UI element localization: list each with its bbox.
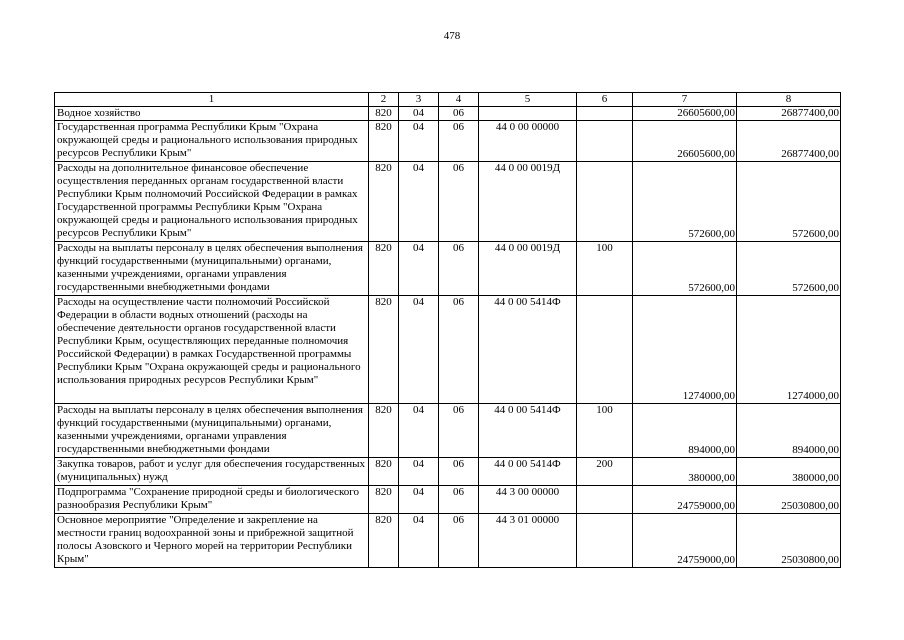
cell-amount-year2: 26877400,00 bbox=[737, 121, 841, 162]
column-header: 4 bbox=[439, 93, 479, 107]
cell-subsection: 06 bbox=[439, 404, 479, 458]
cell-ministry: 820 bbox=[369, 242, 399, 296]
cell-section: 04 bbox=[399, 404, 439, 458]
table-row bbox=[55, 107, 841, 121]
cell-amount-year1: 380000,00 bbox=[633, 458, 737, 486]
cell-amount-year2: 25030800,00 bbox=[737, 514, 841, 568]
cell-amount-year1: 26605600,00 bbox=[633, 107, 737, 121]
cell-expense-type bbox=[577, 296, 633, 404]
cell-subsection: 06 bbox=[439, 121, 479, 162]
column-header: 5 bbox=[479, 93, 577, 107]
cell-ministry: 820 bbox=[369, 107, 399, 121]
cell-target-code: 44 0 00 00000 bbox=[479, 121, 577, 162]
cell-amount-year1: 1274000,00 bbox=[633, 296, 737, 404]
cell-section: 04 bbox=[399, 296, 439, 404]
cell-expense-type: 100 bbox=[577, 404, 633, 458]
table-row bbox=[55, 296, 841, 404]
cell-expense-type bbox=[577, 514, 633, 568]
cell-target-code bbox=[479, 107, 577, 121]
cell-target-code: 44 0 00 0019Д bbox=[479, 162, 577, 242]
cell-subsection: 06 bbox=[439, 486, 479, 514]
cell-section: 04 bbox=[399, 162, 439, 242]
row-name: Государственная программа Республики Крым "Охрана окружающей среды и рационального использования природных ресурсов Республики Крым" bbox=[55, 121, 369, 162]
cell-section: 04 bbox=[399, 486, 439, 514]
cell-ministry: 820 bbox=[369, 486, 399, 514]
cell-amount-year2: 894000,00 bbox=[737, 404, 841, 458]
column-header: 2 bbox=[369, 93, 399, 107]
cell-expense-type: 100 bbox=[577, 242, 633, 296]
cell-target-code: 44 0 00 5414Ф bbox=[479, 458, 577, 486]
table-row bbox=[55, 162, 841, 242]
column-header: 3 bbox=[399, 93, 439, 107]
cell-amount-year2: 572600,00 bbox=[737, 162, 841, 242]
row-name: Подпрограмма "Сохранение природной среды и биологического разнообразия Республики Крым" bbox=[55, 486, 369, 514]
table-row bbox=[55, 486, 841, 514]
cell-ministry: 820 bbox=[369, 458, 399, 486]
cell-expense-type bbox=[577, 486, 633, 514]
cell-expense-type: 200 bbox=[577, 458, 633, 486]
row-name: Расходы на осуществление части полномочий Российской Федерации в области водных отношений (расходы на обеспечение деятельности органов государственной власти Республики Крым, осуществляющих переданные полномочия Российской Федерации) в рамках Государственной программы Республики Крым "Охрана окружающей среды и рационального использования природных ресурсов Республики Крым" bbox=[55, 296, 369, 404]
cell-amount-year2: 380000,00 bbox=[737, 458, 841, 486]
row-name: Водное хозяйство bbox=[55, 107, 369, 121]
cell-subsection: 06 bbox=[439, 162, 479, 242]
table-row bbox=[55, 458, 841, 486]
cell-section: 04 bbox=[399, 458, 439, 486]
column-header: 8 bbox=[737, 93, 841, 107]
cell-amount-year1: 572600,00 bbox=[633, 162, 737, 242]
cell-subsection: 06 bbox=[439, 107, 479, 121]
table-header-row bbox=[55, 93, 841, 107]
table-row bbox=[55, 514, 841, 568]
cell-amount-year2: 26877400,00 bbox=[737, 107, 841, 121]
row-name: Расходы на выплаты персоналу в целях обеспечения выполнения функций государственными (муниципальными) органами, казенными учреждениями, органами управления государственными внебюджетными фондами bbox=[55, 404, 369, 458]
cell-ministry: 820 bbox=[369, 162, 399, 242]
cell-amount-year2: 572600,00 bbox=[737, 242, 841, 296]
cell-amount-year1: 894000,00 bbox=[633, 404, 737, 458]
cell-section: 04 bbox=[399, 107, 439, 121]
cell-ministry: 820 bbox=[369, 121, 399, 162]
cell-amount-year1: 24759000,00 bbox=[633, 486, 737, 514]
cell-section: 04 bbox=[399, 242, 439, 296]
cell-subsection: 06 bbox=[439, 458, 479, 486]
column-header: 6 bbox=[577, 93, 633, 107]
cell-subsection: 06 bbox=[439, 296, 479, 404]
row-name: Расходы на выплаты персоналу в целях обеспечения выполнения функций государственными (муниципальными) органами, казенными учреждениями, органами управления государственными внебюджетными фондами bbox=[55, 242, 369, 296]
table-row bbox=[55, 121, 841, 162]
cell-amount-year2: 1274000,00 bbox=[737, 296, 841, 404]
cell-section: 04 bbox=[399, 514, 439, 568]
cell-amount-year1: 24759000,00 bbox=[633, 514, 737, 568]
column-header: 1 bbox=[55, 93, 369, 107]
cell-target-code: 44 0 00 0019Д bbox=[479, 242, 577, 296]
row-name: Основное мероприятие "Определение и закрепление на местности границ водоохранной зоны и прибрежной защитной полосы Азовского и Черного морей на территории Республики Крым" bbox=[55, 514, 369, 568]
cell-expense-type bbox=[577, 107, 633, 121]
row-name: Закупка товаров, работ и услуг для обеспечения государственных (муниципальных) нужд bbox=[55, 458, 369, 486]
cell-expense-type bbox=[577, 121, 633, 162]
page-number: 478 bbox=[443, 30, 461, 42]
cell-subsection: 06 bbox=[439, 242, 479, 296]
cell-subsection: 06 bbox=[439, 514, 479, 568]
table-row bbox=[55, 242, 841, 296]
cell-ministry: 820 bbox=[369, 296, 399, 404]
cell-target-code: 44 3 00 00000 bbox=[479, 486, 577, 514]
budget-table bbox=[54, 92, 841, 568]
cell-amount-year2: 25030800,00 bbox=[737, 486, 841, 514]
table-row bbox=[55, 404, 841, 458]
cell-amount-year1: 572600,00 bbox=[633, 242, 737, 296]
cell-expense-type bbox=[577, 162, 633, 242]
cell-target-code: 44 3 01 00000 bbox=[479, 514, 577, 568]
row-name: Расходы на дополнительное финансовое обеспечение осуществления переданных органам государственной власти Республики Крым полномочий Российской Федерации в рамках Государственной программы Республики Крым "Охрана окружающей среды и рационального использования природных ресурсов Республики Крым" bbox=[55, 162, 369, 242]
cell-section: 04 bbox=[399, 121, 439, 162]
cell-target-code: 44 0 00 5414Ф bbox=[479, 296, 577, 404]
cell-ministry: 820 bbox=[369, 404, 399, 458]
cell-ministry: 820 bbox=[369, 514, 399, 568]
cell-amount-year1: 26605600,00 bbox=[633, 121, 737, 162]
cell-target-code: 44 0 00 5414Ф bbox=[479, 404, 577, 458]
column-header: 7 bbox=[633, 93, 737, 107]
